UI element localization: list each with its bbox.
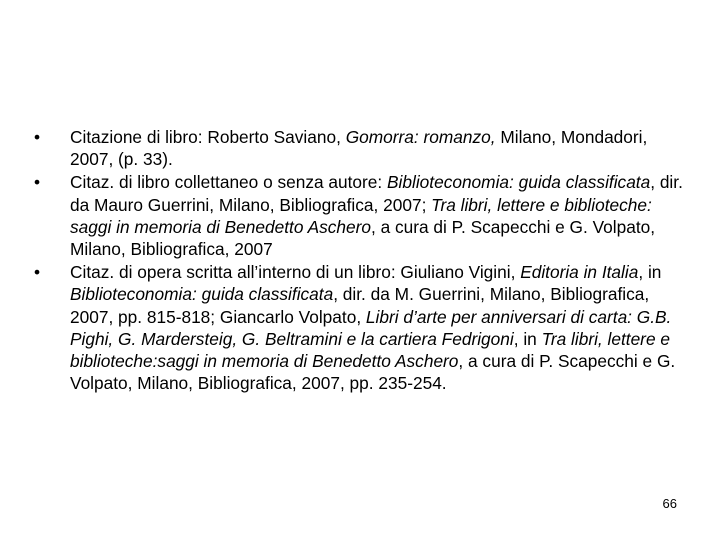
citation-title-segment: Tra libri, lettere e biblioteche: saggi in memoria di Benedetto Aschero <box>70 194 652 237</box>
citation-list <box>34 126 694 395</box>
citation-title-segment: Libri d’arte per anniversari di carta: G.B. Pighi, G. Mardersteig, G. Beltramini e la cartiera Fedrigoni <box>70 306 672 349</box>
citation-text-segment: , in <box>513 328 542 349</box>
page-number: 66 <box>662 496 677 511</box>
citation-title-segment: Editoria in Italia <box>520 262 639 283</box>
citation-title-segment: Biblioteconomia: guida classificata <box>70 284 334 305</box>
citation-item <box>34 261 694 394</box>
citation-text-segment: Milano, Mondadori, 2007, (p. 33). <box>70 127 648 170</box>
citation-text-segment: Citaz. di opera scritta all’interno di un libro: Giuliano Vigini, <box>70 262 521 283</box>
citation-text-segment: , dir. da M. Guerrini, Milano, Bibliografica, 2007, pp. 815-818; Giancarlo Volpato, <box>70 284 650 327</box>
citation-title-segment: Gomorra: romanzo, <box>345 127 496 147</box>
citation-text-segment: , dir. da Mauro Guerrini, Milano, Bibliografica, 2007; <box>70 172 683 215</box>
citation-text-segment: Citazione di libro: Roberto Saviano, <box>70 127 346 147</box>
bullet-marker: • <box>34 127 41 147</box>
bullet-marker: • <box>34 172 41 193</box>
citation-text-segment: , a cura di P. Scapecchi e G. Volpato, Milano, Bibliografica, 2007, pp. 235-254. <box>70 351 676 394</box>
citation-text <box>70 127 647 169</box>
citation-text-segment: , in <box>638 262 662 283</box>
citation-item <box>34 171 694 260</box>
citation-text-segment: , a cura di P. Scapecchi e G. Volpato, Milano, Bibliografica, 2007 <box>70 216 656 260</box>
citation-title-segment: Biblioteconomia: guida classificata <box>387 172 651 193</box>
citation-title-segment: Tra libri, lettere e biblioteche:saggi in memoria di Benedetto Aschero <box>70 328 670 372</box>
citation-text <box>70 262 675 393</box>
bullet-marker: • <box>34 262 41 283</box>
citation-item <box>34 126 694 170</box>
citation-text-segment: Citaz. di libro collettaneo o senza autore: <box>70 172 388 193</box>
citation-text <box>70 172 683 259</box>
